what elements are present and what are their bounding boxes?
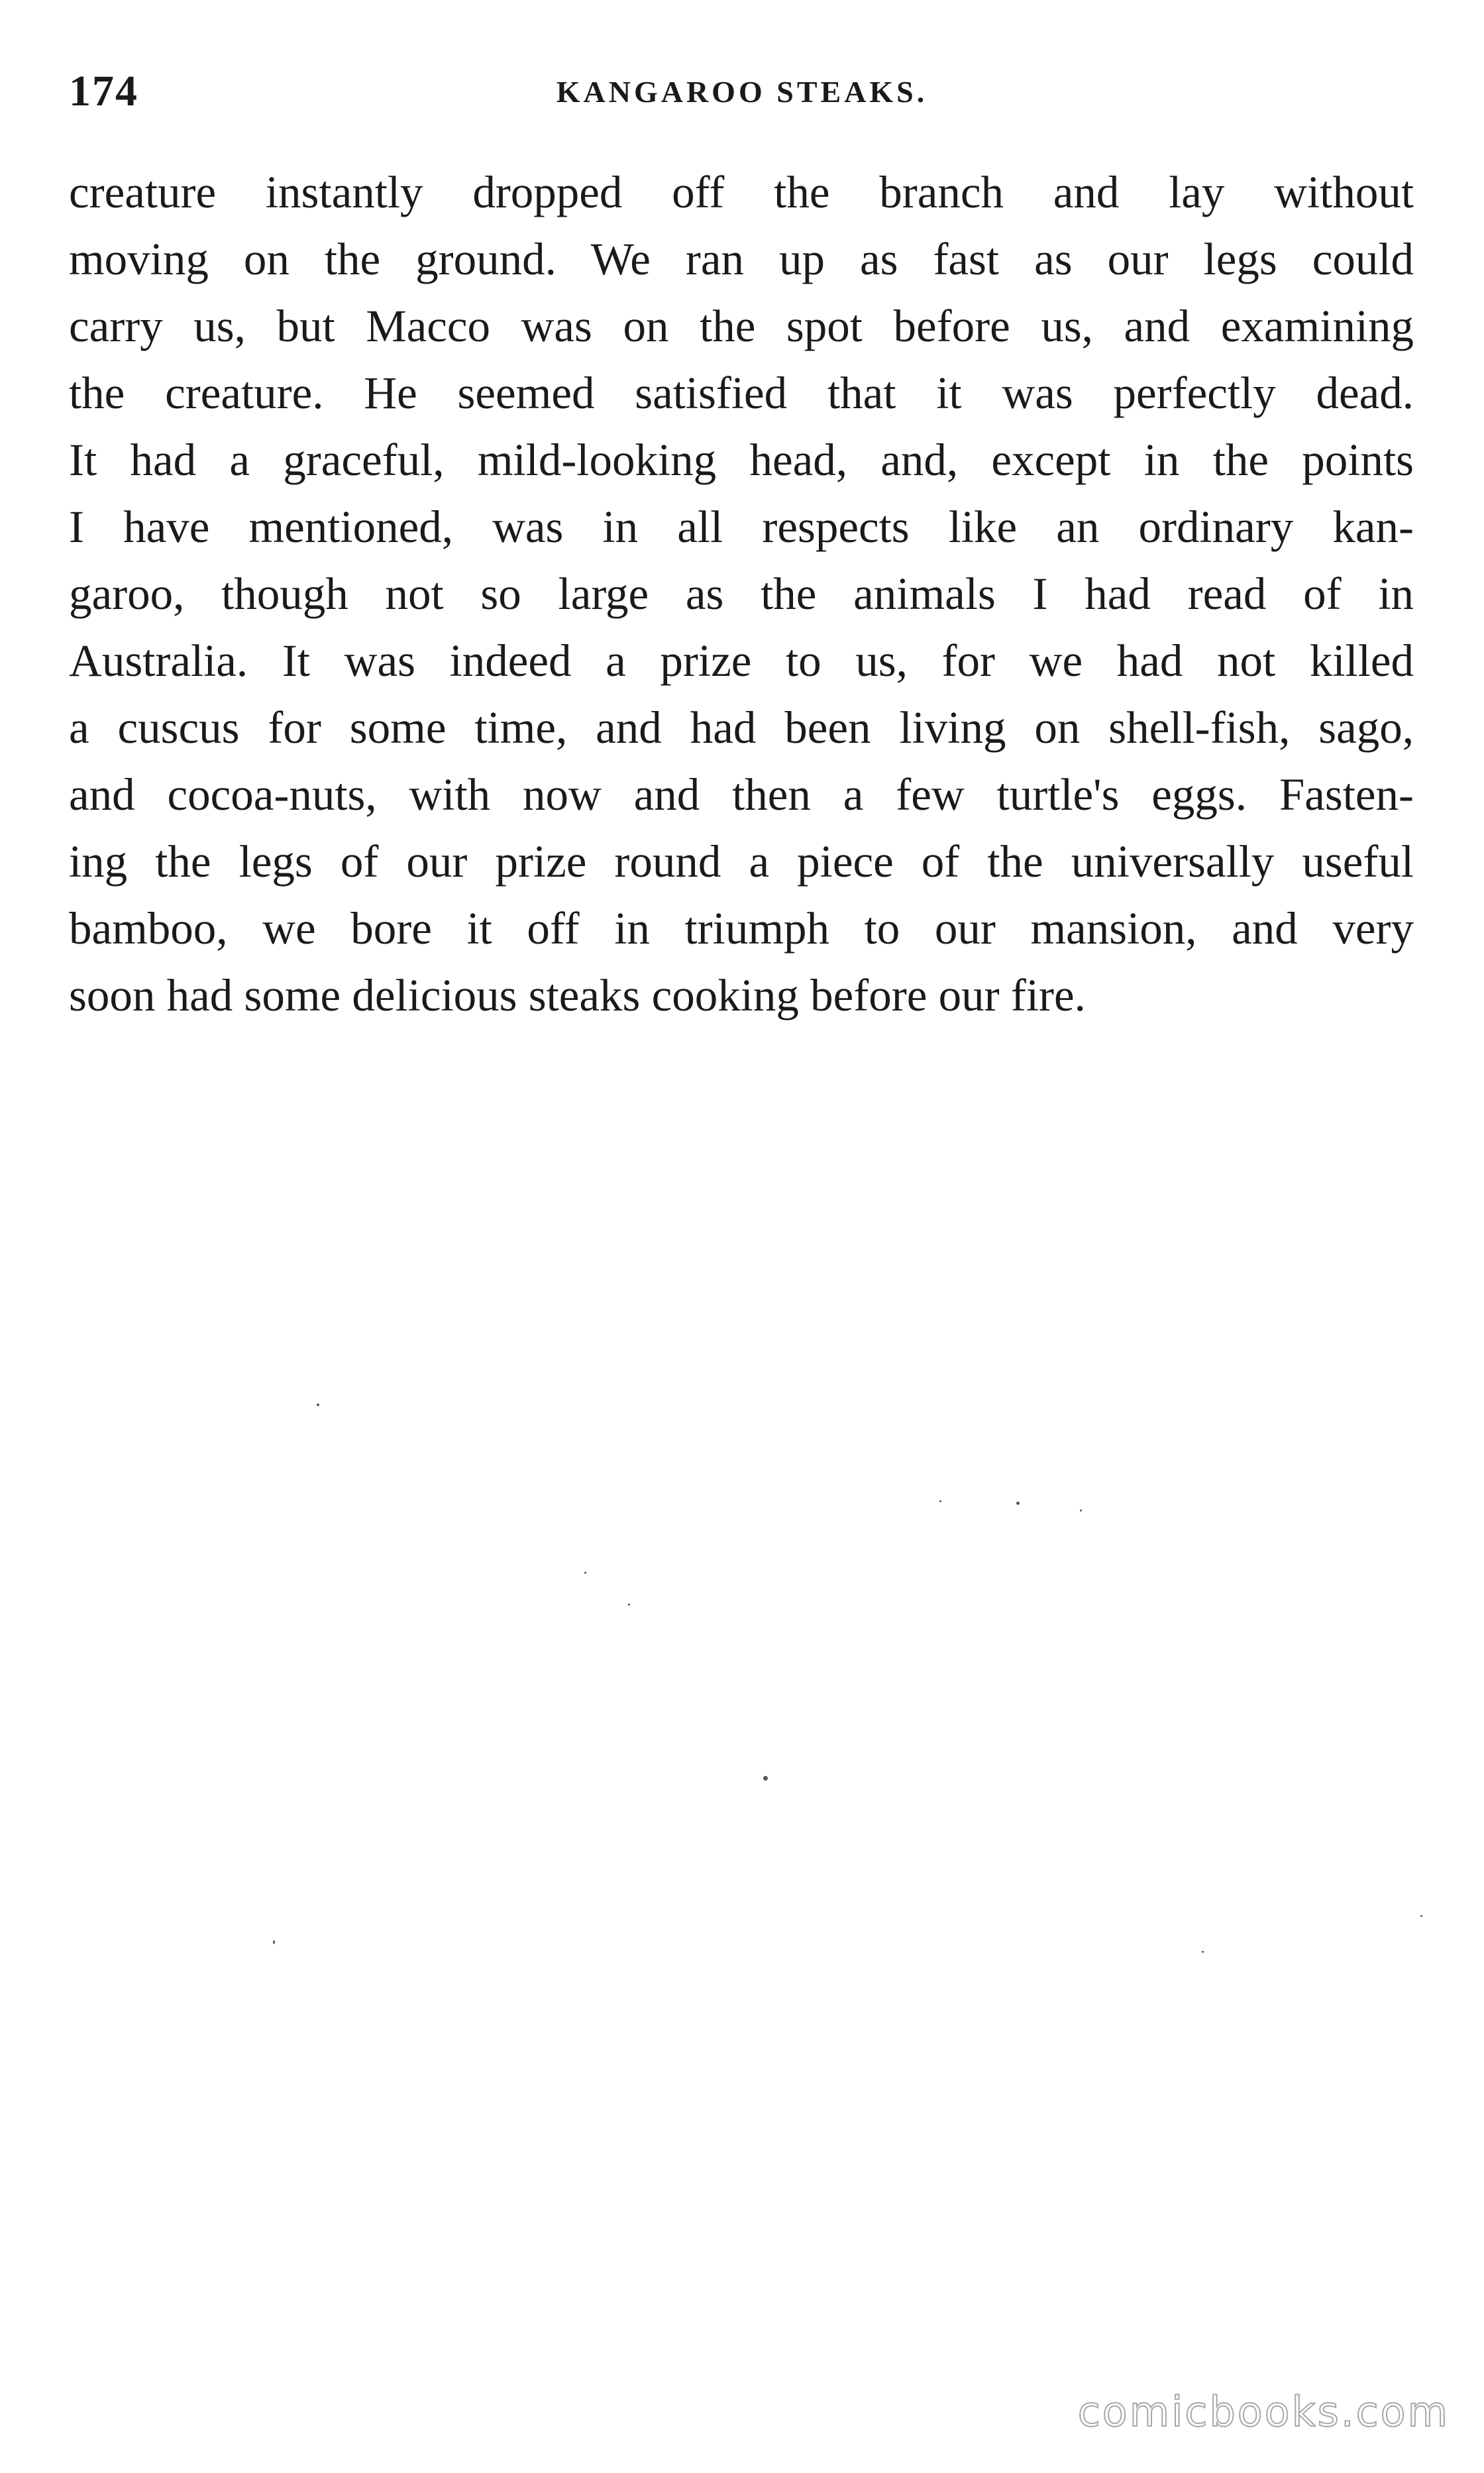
scan-speck: [273, 1940, 275, 1944]
text-line: garoo, though not so large as the animals I had read of in: [69, 569, 1414, 619]
text-line: moving on the ground. We ran up as fast as our legs could: [69, 234, 1414, 284]
text-line: I have mentioned, was in all respects like an ordinary kan-: [69, 502, 1414, 552]
scan-speck: [1420, 1915, 1422, 1917]
text-line: bamboo, we bore it off in triumph to our mansion, and very: [69, 903, 1414, 954]
scan-speck: [584, 1572, 586, 1574]
text-line: a cuscus for some time, and had been living on shell-fish, sago,: [69, 702, 1414, 753]
text-line: creature instantly dropped off the branch and lay without: [69, 167, 1414, 217]
scan-speck: [628, 1604, 630, 1606]
page-number: 174: [69, 67, 138, 115]
scan-speck: [317, 1403, 319, 1406]
text-line: Australia. It was indeed a prize to us, for we had not killed: [69, 635, 1414, 686]
scan-speck: [1202, 1951, 1204, 1953]
text-line: the creature. He seemed satisfied that it was perfectly dead.: [69, 368, 1414, 418]
scan-speck: [763, 1776, 768, 1781]
watermark: comicbooks.com: [1077, 2388, 1450, 2436]
scan-speck: [939, 1500, 941, 1502]
text-line: carry us, but Macco was on the spot before us, and examining: [69, 301, 1414, 351]
scan-speck: [1016, 1502, 1020, 1505]
body-paragraph: [69, 159, 1414, 1029]
text-line: soon had some delicious steaks cooking before our fire.: [69, 970, 1086, 1020]
running-title: KANGAROO STEAKS.: [556, 75, 928, 109]
text-line: and cocoa-nuts, with now and then a few turtle's eggs. Fasten-: [69, 769, 1414, 820]
text-line: ing the legs of our prize round a piece of the universally useful: [69, 836, 1414, 887]
scan-speck: [1080, 1510, 1082, 1511]
text-line: It had a graceful, mild-looking head, and, except in the points: [69, 435, 1414, 485]
